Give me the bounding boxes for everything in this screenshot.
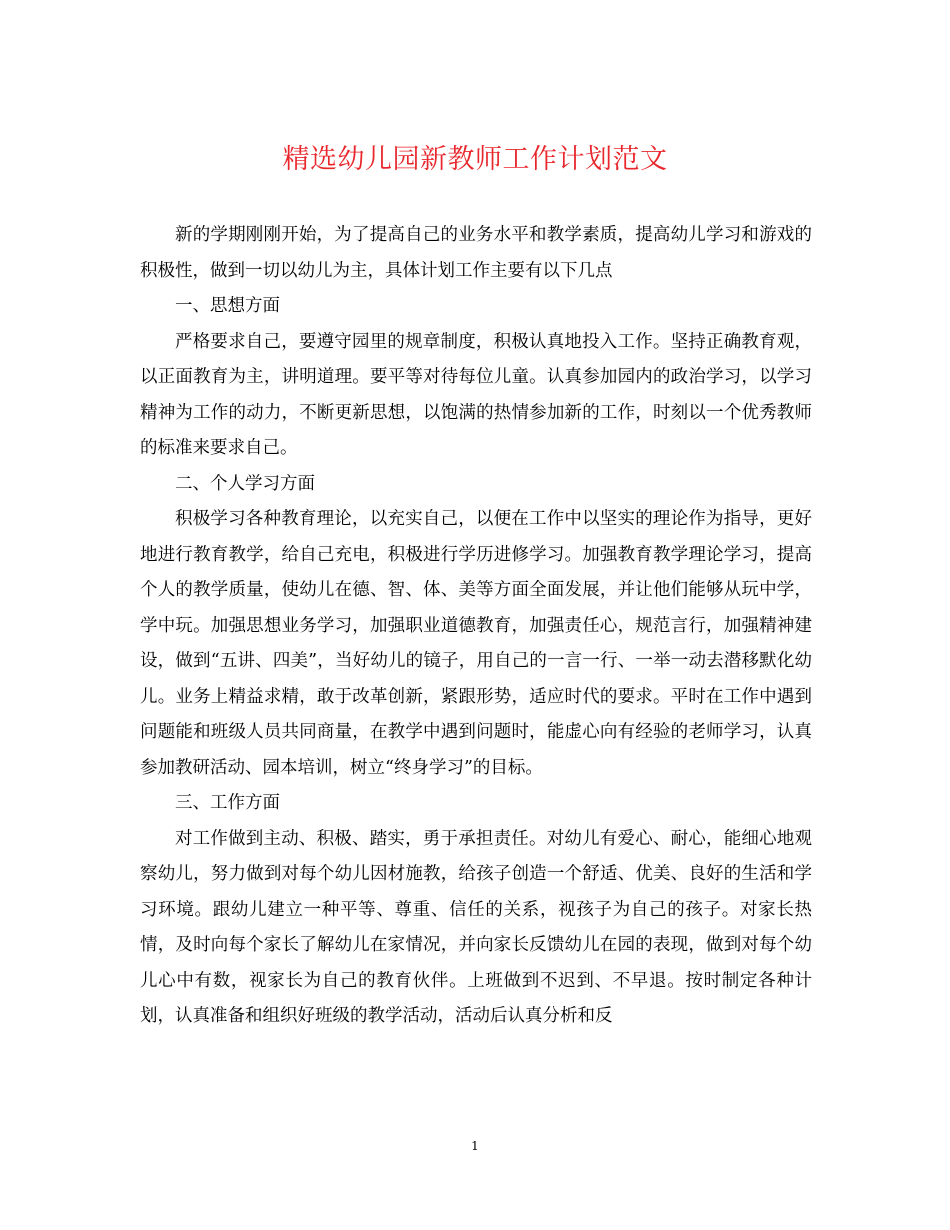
section-body-work: 对工作做到主动、积极、踏实，勇于承担责任。对幼儿有爱心、耐心，能细心地观察幼儿，努力做到对每个幼儿因材施教，给孩子创造一个舒适、优美、良好的生活和学习环境。跟幼儿建立一种平等、尊重、信任的关系，视孩子为自己的孩子。对家长热情，及时向每个家长了解幼儿在家情况，并向家长反馈幼儿在园的表现，做到对每个幼儿心中有数，视家长为自己的教育伙伴。上班做到不迟到、不早退。按时制定各种计划，认真准备和组织好班级的教学活动，活动后认真分析和反 — [140, 828, 812, 1026]
document-title: 精选幼儿园新教师工作计划范文 — [282, 144, 668, 175]
document-body — [140, 218, 812, 1035]
intro-paragraph: 新的学期刚刚开始，为了提高自己的业务水平和教学素质，提高幼儿学习和游戏的积极性，做到一切以幼儿为主，具体计划工作主要有以下几点 — [140, 225, 812, 281]
section-body-study: 积极学习各种教育理论，以充实自己，以便在工作中以坚实的理论作为指导，更好地进行教育教学，给自己充电，积极进行学历进修学习。加强教育教学理论学习，提高个人的教学质量，使幼儿在德、智、体、美等方面全面发展，并让他们能够从玩中学，学中玩。加强思想业务学习，加强职业道德教育，加强责任心，规范言行，加强精神建设，做到“五讲、四美”，当好幼儿的镜子，用自己的一言一行、一举一动去潜移默化幼儿。业务上精益求精，敢于改革创新，紧跟形势，适应时代的要求。平时在工作中遇到问题能和班级人员共同商量，在教学中遇到问题时，能虚心向有经验的老师学习，认真参加教研活动、园本培训，树立“终身学习”的目标。 — [140, 509, 812, 778]
section-heading-study: 二、个人学习方面 — [175, 473, 315, 494]
section-heading-work: 三、工作方面 — [175, 793, 280, 813]
page-number: 1 — [471, 1139, 479, 1153]
section-body-thought: 严格要求自己，要遵守园里的规章制度，积极认真地投入工作。坚持正确教育观，以正面教育为主，讲明道理。要平等对待每位儿童。认真参加园内的政治学习，以学习精神为工作的动力，不断更新思想，以饱满的热情参加新的工作，时刻以一个优秀教师的标准来要求自己。 — [140, 331, 812, 458]
section-heading-thought: 一、思想方面 — [175, 296, 280, 316]
